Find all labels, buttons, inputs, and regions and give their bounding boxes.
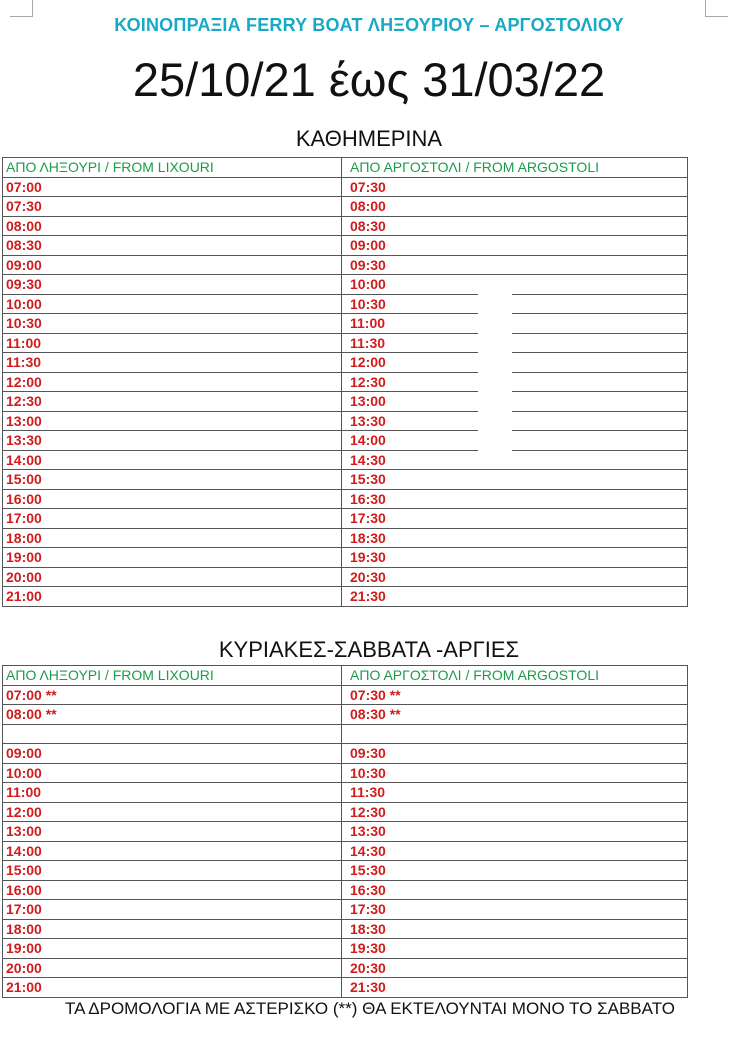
departure-time-argostoli (342, 900, 688, 920)
departure-time-lixouri (3, 900, 342, 920)
time-value: 20:00 (6, 959, 42, 976)
table-row (3, 333, 688, 353)
departure-time-lixouri (3, 939, 342, 959)
time-value: 21:30 (350, 588, 386, 605)
scan-smudge (478, 292, 512, 452)
time-value: 21:00 (6, 588, 42, 605)
departure-time-lixouri (3, 177, 342, 197)
time-value: 13:30 (350, 823, 386, 840)
company-title: ΚΟΙΝΟΠΡΑΞΙΑ FERRY BOAT ΛΗΞΟΥΡΙΟΥ – ΑΡΓΟΣΤΟΛΙΟΥ (114, 15, 624, 35)
table-header-row (3, 158, 688, 178)
time-value: 08:30 (350, 217, 386, 234)
table-row (3, 880, 688, 900)
departure-time-argostoli (342, 314, 688, 334)
time-value: 10:30 (6, 315, 42, 332)
table-row (3, 861, 688, 881)
departure-time-lixouri (3, 685, 342, 705)
time-value: 13:30 (350, 412, 386, 429)
departure-time-argostoli (342, 861, 688, 881)
departure-time-lixouri (3, 958, 342, 978)
time-value: 12:30 (350, 373, 386, 390)
time-value: 10:30 (350, 764, 386, 781)
table-row (3, 548, 688, 568)
departure-time-lixouri (3, 392, 342, 412)
departure-time-lixouri (3, 919, 342, 939)
departure-time-lixouri (3, 489, 342, 509)
time-value: 11:00 (6, 334, 42, 351)
time-value: 20:30 (350, 959, 386, 976)
time-value: 12:00 (6, 373, 42, 390)
time-value: 07:30 (6, 198, 42, 215)
time-value: 20:00 (6, 568, 42, 585)
time-value: 12:30 (350, 803, 386, 820)
departure-time-lixouri (3, 802, 342, 822)
departure-time-lixouri (3, 294, 342, 314)
table-row (3, 528, 688, 548)
saturday-only-mark: ** (389, 706, 401, 723)
saturday-only-mark: ** (45, 706, 57, 723)
table-row (3, 255, 688, 275)
table-row (3, 841, 688, 861)
departure-time-argostoli (342, 528, 688, 548)
asterisk-footnote: ΤΑ ΔΡΟΜΟΛΟΓΙΑ ΜΕ ΑΣΤΕΡΙΣΚΟ (**) ΘΑ ΕΚΤΕΛΟΥΝΤΑΙ ΜΟΝΟ ΤΟ ΣΑΒΒΑΤΟ (64, 999, 676, 1018)
table-row (3, 783, 688, 803)
departure-time-lixouri (3, 744, 342, 764)
departure-time-argostoli (342, 333, 688, 353)
time-value: 11:00 (350, 315, 386, 332)
time-value: 10:00 (6, 764, 42, 781)
time-value: 11:30 (350, 784, 386, 801)
departure-time-lixouri (3, 880, 342, 900)
time-value: 09:00 (6, 256, 42, 273)
time-value: 18:30 (350, 529, 386, 546)
departure-time-lixouri (3, 333, 342, 353)
table-row (3, 353, 688, 373)
weekday-schedule-table (2, 157, 688, 607)
departure-time-argostoli (342, 255, 688, 275)
time-value: 16:00 (6, 490, 42, 507)
date-range-title: 25/10/21 έως 31/03/22 (132, 53, 606, 106)
time-value: 08:00 (6, 217, 42, 234)
table-row (3, 216, 688, 236)
departure-time-argostoli (342, 489, 688, 509)
departure-time-lixouri (3, 528, 342, 548)
table-row (3, 978, 688, 998)
time-value: 14:00 (350, 432, 386, 449)
table-row (3, 939, 688, 959)
departure-time-argostoli (342, 919, 688, 939)
table-row (3, 431, 688, 451)
weekend-section-title: ΚΥΡΙΑΚΕΣ-ΣΑΒΒΑΤΑ -ΑΡΓΙΕΣ (218, 637, 520, 662)
departure-time-argostoli (342, 294, 688, 314)
departure-time-lixouri (3, 197, 342, 217)
departure-time-lixouri (3, 783, 342, 803)
departure-time-lixouri (3, 861, 342, 881)
departure-time-argostoli (342, 880, 688, 900)
time-value: 18:00 (6, 920, 42, 937)
time-value: 13:00 (350, 393, 386, 410)
time-value: 21:00 (6, 979, 42, 996)
time-value: 12:00 (350, 354, 386, 371)
time-value: 17:30 (350, 510, 386, 527)
departure-time-argostoli (342, 275, 688, 295)
time-value: 16:30 (350, 881, 386, 898)
table-row (3, 392, 688, 412)
time-value: 08:00 (350, 198, 386, 215)
table-row (3, 705, 688, 725)
table-row (3, 958, 688, 978)
table-row (3, 197, 688, 217)
time-value: 09:30 (6, 276, 42, 293)
saturday-only-mark: ** (389, 686, 401, 703)
time-value: 14:00 (6, 842, 42, 859)
departure-time-argostoli (342, 431, 688, 451)
table-row (3, 900, 688, 920)
time-value: 08:30 (350, 706, 386, 723)
time-value: 07:00 (6, 686, 42, 703)
departure-time-argostoli (342, 802, 688, 822)
departure-time-lixouri (3, 587, 342, 607)
table-row (3, 724, 688, 744)
time-value: 12:00 (6, 803, 42, 820)
time-value: 15:30 (350, 862, 386, 879)
time-value: 09:30 (350, 745, 386, 762)
departure-time-lixouri (3, 548, 342, 568)
time-value: 16:00 (6, 881, 42, 898)
time-value: 10:00 (350, 276, 386, 293)
departure-time-argostoli (342, 822, 688, 842)
table-row (3, 450, 688, 470)
saturday-only-mark: ** (45, 686, 57, 703)
departure-time-argostoli (342, 197, 688, 217)
weekday-section-title: ΚΑΘΗΜΕΡΙΝΑ (295, 126, 443, 151)
time-value: 14:30 (350, 451, 386, 468)
time-value: 07:30 (350, 178, 386, 195)
departure-time-lixouri (3, 724, 342, 744)
time-value: 21:30 (350, 979, 386, 996)
table-row (3, 294, 688, 314)
time-value: 14:30 (350, 842, 386, 859)
time-value: 19:00 (6, 940, 42, 957)
time-value: 17:30 (350, 901, 386, 918)
departure-time-argostoli (342, 685, 688, 705)
departure-time-lixouri (3, 275, 342, 295)
time-value: 18:30 (350, 920, 386, 937)
departure-time-argostoli (342, 958, 688, 978)
departure-time-argostoli (342, 216, 688, 236)
departure-time-argostoli (342, 411, 688, 431)
departure-time-lixouri (3, 705, 342, 725)
table-row (3, 763, 688, 783)
time-value: 14:00 (6, 451, 42, 468)
time-value: 17:00 (6, 901, 42, 918)
departure-time-argostoli (342, 763, 688, 783)
departure-time-lixouri (3, 841, 342, 861)
table-row (3, 509, 688, 529)
time-value: 13:00 (6, 412, 42, 429)
time-value: 19:30 (350, 549, 386, 566)
departure-time-argostoli (342, 236, 688, 256)
table-row (3, 587, 688, 607)
departure-time-argostoli (342, 841, 688, 861)
time-value: 10:00 (6, 295, 42, 312)
time-value: 16:30 (350, 490, 386, 507)
departure-time-lixouri (3, 314, 342, 334)
table-row (3, 314, 688, 334)
time-value: 09:30 (350, 256, 386, 273)
departure-time-argostoli (342, 470, 688, 490)
departure-time-argostoli (342, 372, 688, 392)
table-row (3, 685, 688, 705)
time-value: 09:00 (6, 745, 42, 762)
departure-time-argostoli (342, 392, 688, 412)
departure-time-lixouri (3, 509, 342, 529)
table-row (3, 236, 688, 256)
departure-time-argostoli (342, 783, 688, 803)
departure-time-argostoli (342, 353, 688, 373)
time-value: 15:00 (6, 471, 42, 488)
departure-time-argostoli (342, 705, 688, 725)
time-value: 13:30 (6, 432, 42, 449)
departure-time-lixouri (3, 216, 342, 236)
time-value: 11:30 (6, 354, 42, 371)
time-value: 15:30 (350, 471, 386, 488)
departure-time-lixouri (3, 353, 342, 373)
departure-time-argostoli (342, 724, 688, 744)
table-row (3, 567, 688, 587)
departure-time-argostoli (342, 939, 688, 959)
departure-time-argostoli (342, 744, 688, 764)
time-value: 08:00 (6, 706, 42, 723)
table-row (3, 372, 688, 392)
column-header-from-argostoli: ΑΠΟ ΑΡΓΟΣΤΟΛΙ / FROM ARGOSTOLI (342, 158, 688, 178)
time-value: 10:30 (350, 295, 386, 312)
weekend-schedule-table (2, 665, 688, 998)
table-row (3, 744, 688, 764)
time-value: 19:00 (6, 549, 42, 566)
departure-time-lixouri (3, 567, 342, 587)
table-row (3, 489, 688, 509)
departure-time-lixouri (3, 470, 342, 490)
departure-time-lixouri (3, 411, 342, 431)
departure-time-argostoli (342, 509, 688, 529)
time-value: 12:30 (6, 393, 42, 410)
time-value: 18:00 (6, 529, 42, 546)
table-row (3, 822, 688, 842)
table-header-row (3, 666, 688, 686)
time-value: 19:30 (350, 940, 386, 957)
time-value: 17:00 (6, 510, 42, 527)
table-row (3, 919, 688, 939)
departure-time-lixouri (3, 255, 342, 275)
table-row (3, 177, 688, 197)
time-value: 07:00 (6, 178, 42, 195)
time-value: 08:30 (6, 237, 42, 254)
departure-time-lixouri (3, 450, 342, 470)
departure-time-lixouri (3, 763, 342, 783)
departure-time-argostoli (342, 177, 688, 197)
departure-time-lixouri (3, 372, 342, 392)
departure-time-lixouri (3, 978, 342, 998)
time-value: 11:30 (350, 334, 386, 351)
departure-time-argostoli (342, 978, 688, 998)
column-header-from-argostoli: ΑΠΟ ΑΡΓΟΣΤΟΛΙ / FROM ARGOSTOLI (342, 666, 688, 686)
table-row (3, 275, 688, 295)
table-row (3, 411, 688, 431)
departure-time-argostoli (342, 587, 688, 607)
departure-time-lixouri (3, 431, 342, 451)
departure-time-lixouri (3, 822, 342, 842)
departure-time-argostoli (342, 567, 688, 587)
time-value: 15:00 (6, 862, 42, 879)
time-value: 07:30 (350, 686, 386, 703)
departure-time-lixouri (3, 236, 342, 256)
table-row (3, 470, 688, 490)
time-value: 13:00 (6, 823, 42, 840)
column-header-from-lixouri: ΑΠΟ ΛΗΞΟΥΡΙ / FROM LIXOURI (3, 158, 342, 178)
column-header-from-lixouri: ΑΠΟ ΛΗΞΟΥΡΙ / FROM LIXOURI (3, 666, 342, 686)
departure-time-argostoli (342, 450, 688, 470)
time-value: 09:00 (350, 237, 386, 254)
time-value: 20:30 (350, 568, 386, 585)
departure-time-argostoli (342, 548, 688, 568)
time-value: 11:00 (6, 784, 42, 801)
table-row (3, 802, 688, 822)
